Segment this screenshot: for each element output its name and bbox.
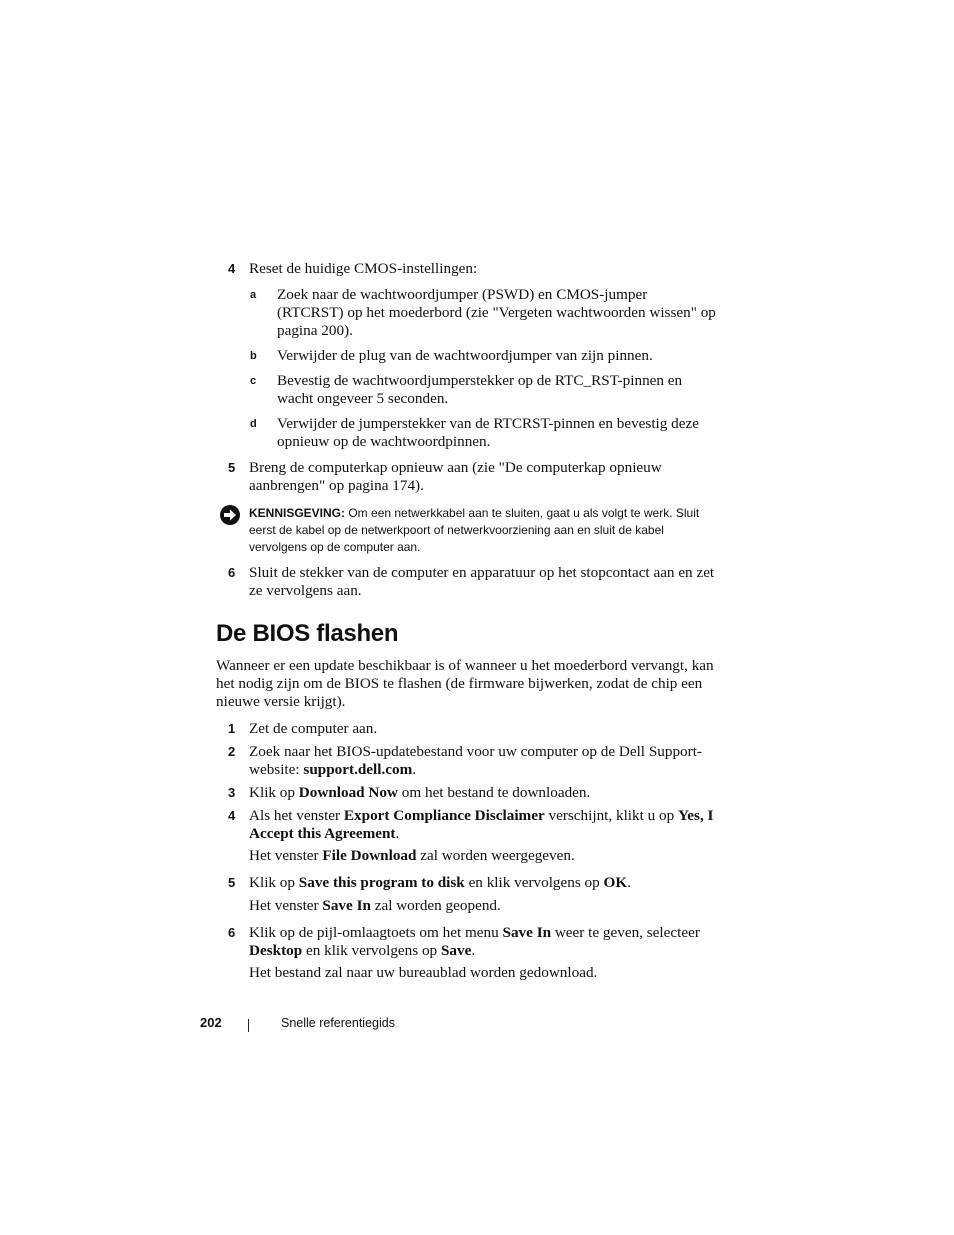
ui-term: Save In [502, 924, 552, 941]
step-text-part: Als het venster [249, 807, 344, 824]
step-number: 5 [228, 875, 236, 890]
step-text-part: Klik op [249, 874, 299, 891]
step-note [249, 847, 719, 865]
step-text: Sluit de stekker van de computer en apparatuur op het stopcontact aan en zet ze vervolgens aan. [249, 564, 715, 599]
step-text-part: verschijnt, klikt u op [544, 807, 679, 824]
ui-term: Save this program to disk [298, 874, 465, 891]
ui-term: Save In [322, 897, 371, 914]
step-text-part: zal worden weergegeven. [416, 847, 575, 864]
substep-text: Zoek naar de wachtwoordjumper (PSWD) en CMOS-jumper (RTCRST) op het moederbord (zie "Vergeten wachtwoorden wissen" op pagina 200). [277, 286, 716, 339]
step-note: Het bestand zal naar uw bureaublad worden gedownload. [249, 964, 598, 981]
notice [249, 505, 719, 556]
step-text-part: weer te geven, selecteer [551, 924, 700, 941]
step-text-part: . [395, 825, 400, 842]
ui-term: Desktop [249, 942, 303, 959]
step-text-part: en klik vervolgens op [302, 942, 441, 959]
step-note [249, 897, 719, 915]
notice-arrow-icon [219, 504, 241, 526]
step-number: 1 [228, 721, 236, 736]
step-text: Breng de computerkap opnieuw aan (zie "De computerkap opnieuw aanbrengen" op pagina 174). [249, 459, 662, 494]
step-number: 4 [228, 261, 236, 276]
step-text-part: om het bestand te downloaden. [397, 784, 591, 801]
ui-term: Export Compliance Disclaimer [343, 807, 545, 824]
step-text-part: Het venster [249, 847, 323, 864]
support-url: support.dell.com [303, 761, 413, 778]
step-text [249, 784, 719, 802]
step-text-part: . [471, 942, 476, 959]
step-number: 2 [228, 744, 236, 759]
substep-text: Bevestig de wachtwoordjumperstekker op de RTC_RST-pinnen en wacht ongeveer 5 seconden. [277, 372, 683, 407]
ui-term: Yes, I Accept this Agreement [249, 807, 714, 842]
notice-label: KENNISGEVING: [249, 506, 346, 520]
step-text-part: . [412, 761, 417, 778]
step-text-part: Klik op de pijl-omlaagtoets om het menu [249, 924, 503, 941]
step-text: Zet de computer aan. [249, 720, 378, 737]
step-text [249, 743, 719, 779]
step-text: Reset de huidige CMOS-instellingen: [249, 260, 478, 277]
substep-text: Verwijder de jumperstekker van de RTCRST-pinnen en bevestig deze opnieuw op de wachtwoordpinnen. [277, 415, 699, 450]
substep-text: Verwijder de plug van de wachtwoordjumper van zijn pinnen. [277, 347, 653, 364]
substep-letter: b [250, 350, 257, 362]
step-text-part: Klik op [249, 784, 299, 801]
notice-text: Om een netwerkkabel aan te sluiten, gaat u als volgt te werk. Sluit eerst de kabel op de netwerkpoort of netwerkvoorziening aan en sluit de kabel vervolgens op de computer aan. [249, 506, 700, 554]
step-text [249, 874, 719, 892]
substep-letter: a [250, 289, 257, 301]
step-text-part: . [627, 874, 631, 891]
step-text [249, 924, 719, 960]
step-number: 6 [228, 565, 236, 580]
section-heading: De BIOS flashen [216, 620, 399, 647]
step-text-part: Zoek naar het BIOS-updatebestand voor uw computer op de Dell Support-website: [249, 743, 702, 778]
ui-term: Download Now [298, 784, 398, 801]
step-number: 5 [228, 460, 236, 475]
section-intro: Wanneer er een update beschikbaar is of wanneer u het moederbord vervangt, kan het nodig zijn om de BIOS te flashen (de firmware bijwerken, zodat de chip een nieuwe versie krijgt). [216, 657, 714, 710]
ui-term: Save [440, 942, 472, 959]
step-number: 3 [228, 785, 236, 800]
substep-letter: d [250, 418, 257, 430]
step-number: 6 [228, 925, 236, 940]
page-number: 202 [200, 1015, 222, 1030]
step-text-part: zal worden geopend. [370, 897, 501, 914]
footer-title: Snelle referentiegids [281, 1016, 395, 1030]
step-text-part: Het venster [249, 897, 323, 914]
substep-letter: c [250, 375, 257, 387]
footer-divider [248, 1019, 249, 1032]
ui-term: File Download [322, 847, 417, 864]
step-text [249, 807, 719, 843]
ui-term: OK [603, 874, 628, 891]
step-text-part: en klik vervolgens op [464, 874, 604, 891]
step-number: 4 [228, 808, 236, 823]
